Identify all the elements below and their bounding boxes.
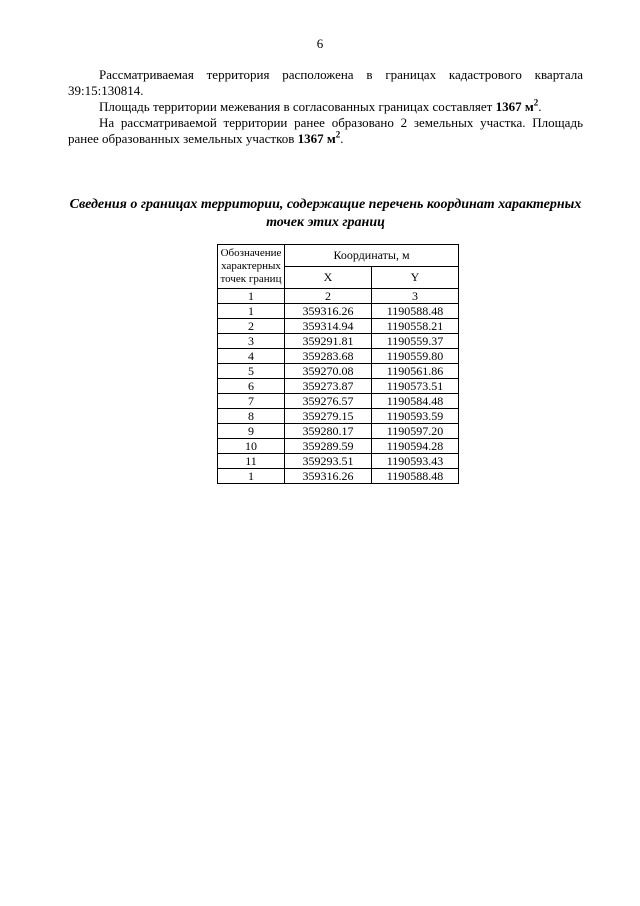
table-row — [218, 409, 459, 424]
table-row — [218, 304, 459, 319]
x-cell: 359280.17 — [285, 424, 372, 439]
y-cell: 1190588.48 — [372, 469, 459, 484]
table-row — [218, 454, 459, 469]
x-cell: 359293.51 — [285, 454, 372, 469]
y-cell: 1190593.59 — [372, 409, 459, 424]
point-cell: 1 — [218, 304, 285, 319]
x-cell: 359273.87 — [285, 379, 372, 394]
point-cell: 11 — [218, 454, 285, 469]
body-text — [68, 67, 583, 147]
point-cell: 6 — [218, 379, 285, 394]
page-number: 6 — [316, 36, 324, 51]
table-row — [218, 439, 459, 454]
parcels-area-value: 1367 $м^2$ — [297, 129, 341, 146]
y-cell: 1190559.80 — [372, 349, 459, 364]
coordinates-body — [218, 304, 459, 484]
index-cell: 1 — [218, 289, 285, 304]
x-cell: 359314.94 — [285, 319, 372, 334]
y-cell: 1190573.51 — [372, 379, 459, 394]
y-cell: 1190584.48 — [372, 394, 459, 409]
x-cell: 359276.57 — [285, 394, 372, 409]
table-index-row — [218, 289, 459, 304]
x-cell: 359283.68 — [285, 349, 372, 364]
y-cell: 1190558.21 — [372, 319, 459, 334]
point-cell: 5 — [218, 364, 285, 379]
table-row — [218, 319, 459, 334]
coordinates-table — [217, 244, 459, 484]
point-cell: 1 — [218, 469, 285, 484]
index-cell: 2 — [285, 289, 372, 304]
point-cell: 3 — [218, 334, 285, 349]
table-row — [218, 394, 459, 409]
y-cell: 1190588.48 — [372, 304, 459, 319]
table-row — [218, 424, 459, 439]
paragraph-area: Площадь территории межевания в согласованных границах составляет 1367 $м^2$. — [99, 97, 542, 114]
x-cell: 359270.08 — [285, 364, 372, 379]
y-cell: 1190593.43 — [372, 454, 459, 469]
x-column-header: X — [285, 267, 372, 289]
table-row — [218, 364, 459, 379]
x-cell: 359316.26 — [285, 469, 372, 484]
paragraph-parcels: На рассматриваемой территории ранее образовано 2 земельных участка. Площадь ранее образованных земельных участков 1367 $м^2$. — [68, 115, 583, 146]
area-value: 1367 $м^2$ — [495, 97, 539, 114]
x-cell: 359289.59 — [285, 439, 372, 454]
parcels-text: На рассматриваемой территории ранее образовано 2 земельных участка. Площадь ранее образованных земельных участков — [68, 115, 583, 146]
point-cell: 10 — [218, 439, 285, 454]
x-cell: 359279.15 — [285, 409, 372, 424]
x-cell: 359291.81 — [285, 334, 372, 349]
y-cell: 1190559.37 — [372, 334, 459, 349]
table-row — [218, 334, 459, 349]
area-text: Площадь территории межевания в согласованных границах составляет — [99, 99, 496, 114]
point-cell: 9 — [218, 424, 285, 439]
points-column-header: Обозначение характерных точек границ — [218, 245, 285, 289]
point-cell: 4 — [218, 349, 285, 364]
coordinates-header: Координаты, м — [285, 245, 459, 267]
y-cell: 1190561.86 — [372, 364, 459, 379]
point-cell: 7 — [218, 394, 285, 409]
index-cell: 3 — [372, 289, 459, 304]
paragraph-quarter: Рассматриваемая территория расположена в границах кадастрового квартала 39:15:130814. — [68, 67, 583, 98]
table-row — [218, 379, 459, 394]
point-cell: 8 — [218, 409, 285, 424]
table-row — [218, 349, 459, 364]
y-cell: 1190597.20 — [372, 424, 459, 439]
x-cell: 359316.26 — [285, 304, 372, 319]
section-heading: Сведения о границах территории, содержащие перечень координат характерных точек этих границ — [69, 197, 582, 230]
point-cell: 2 — [218, 319, 285, 334]
y-column-header: Y — [372, 267, 459, 289]
table-row — [218, 469, 459, 484]
y-cell: 1190594.28 — [372, 439, 459, 454]
table-header-row — [218, 245, 459, 267]
